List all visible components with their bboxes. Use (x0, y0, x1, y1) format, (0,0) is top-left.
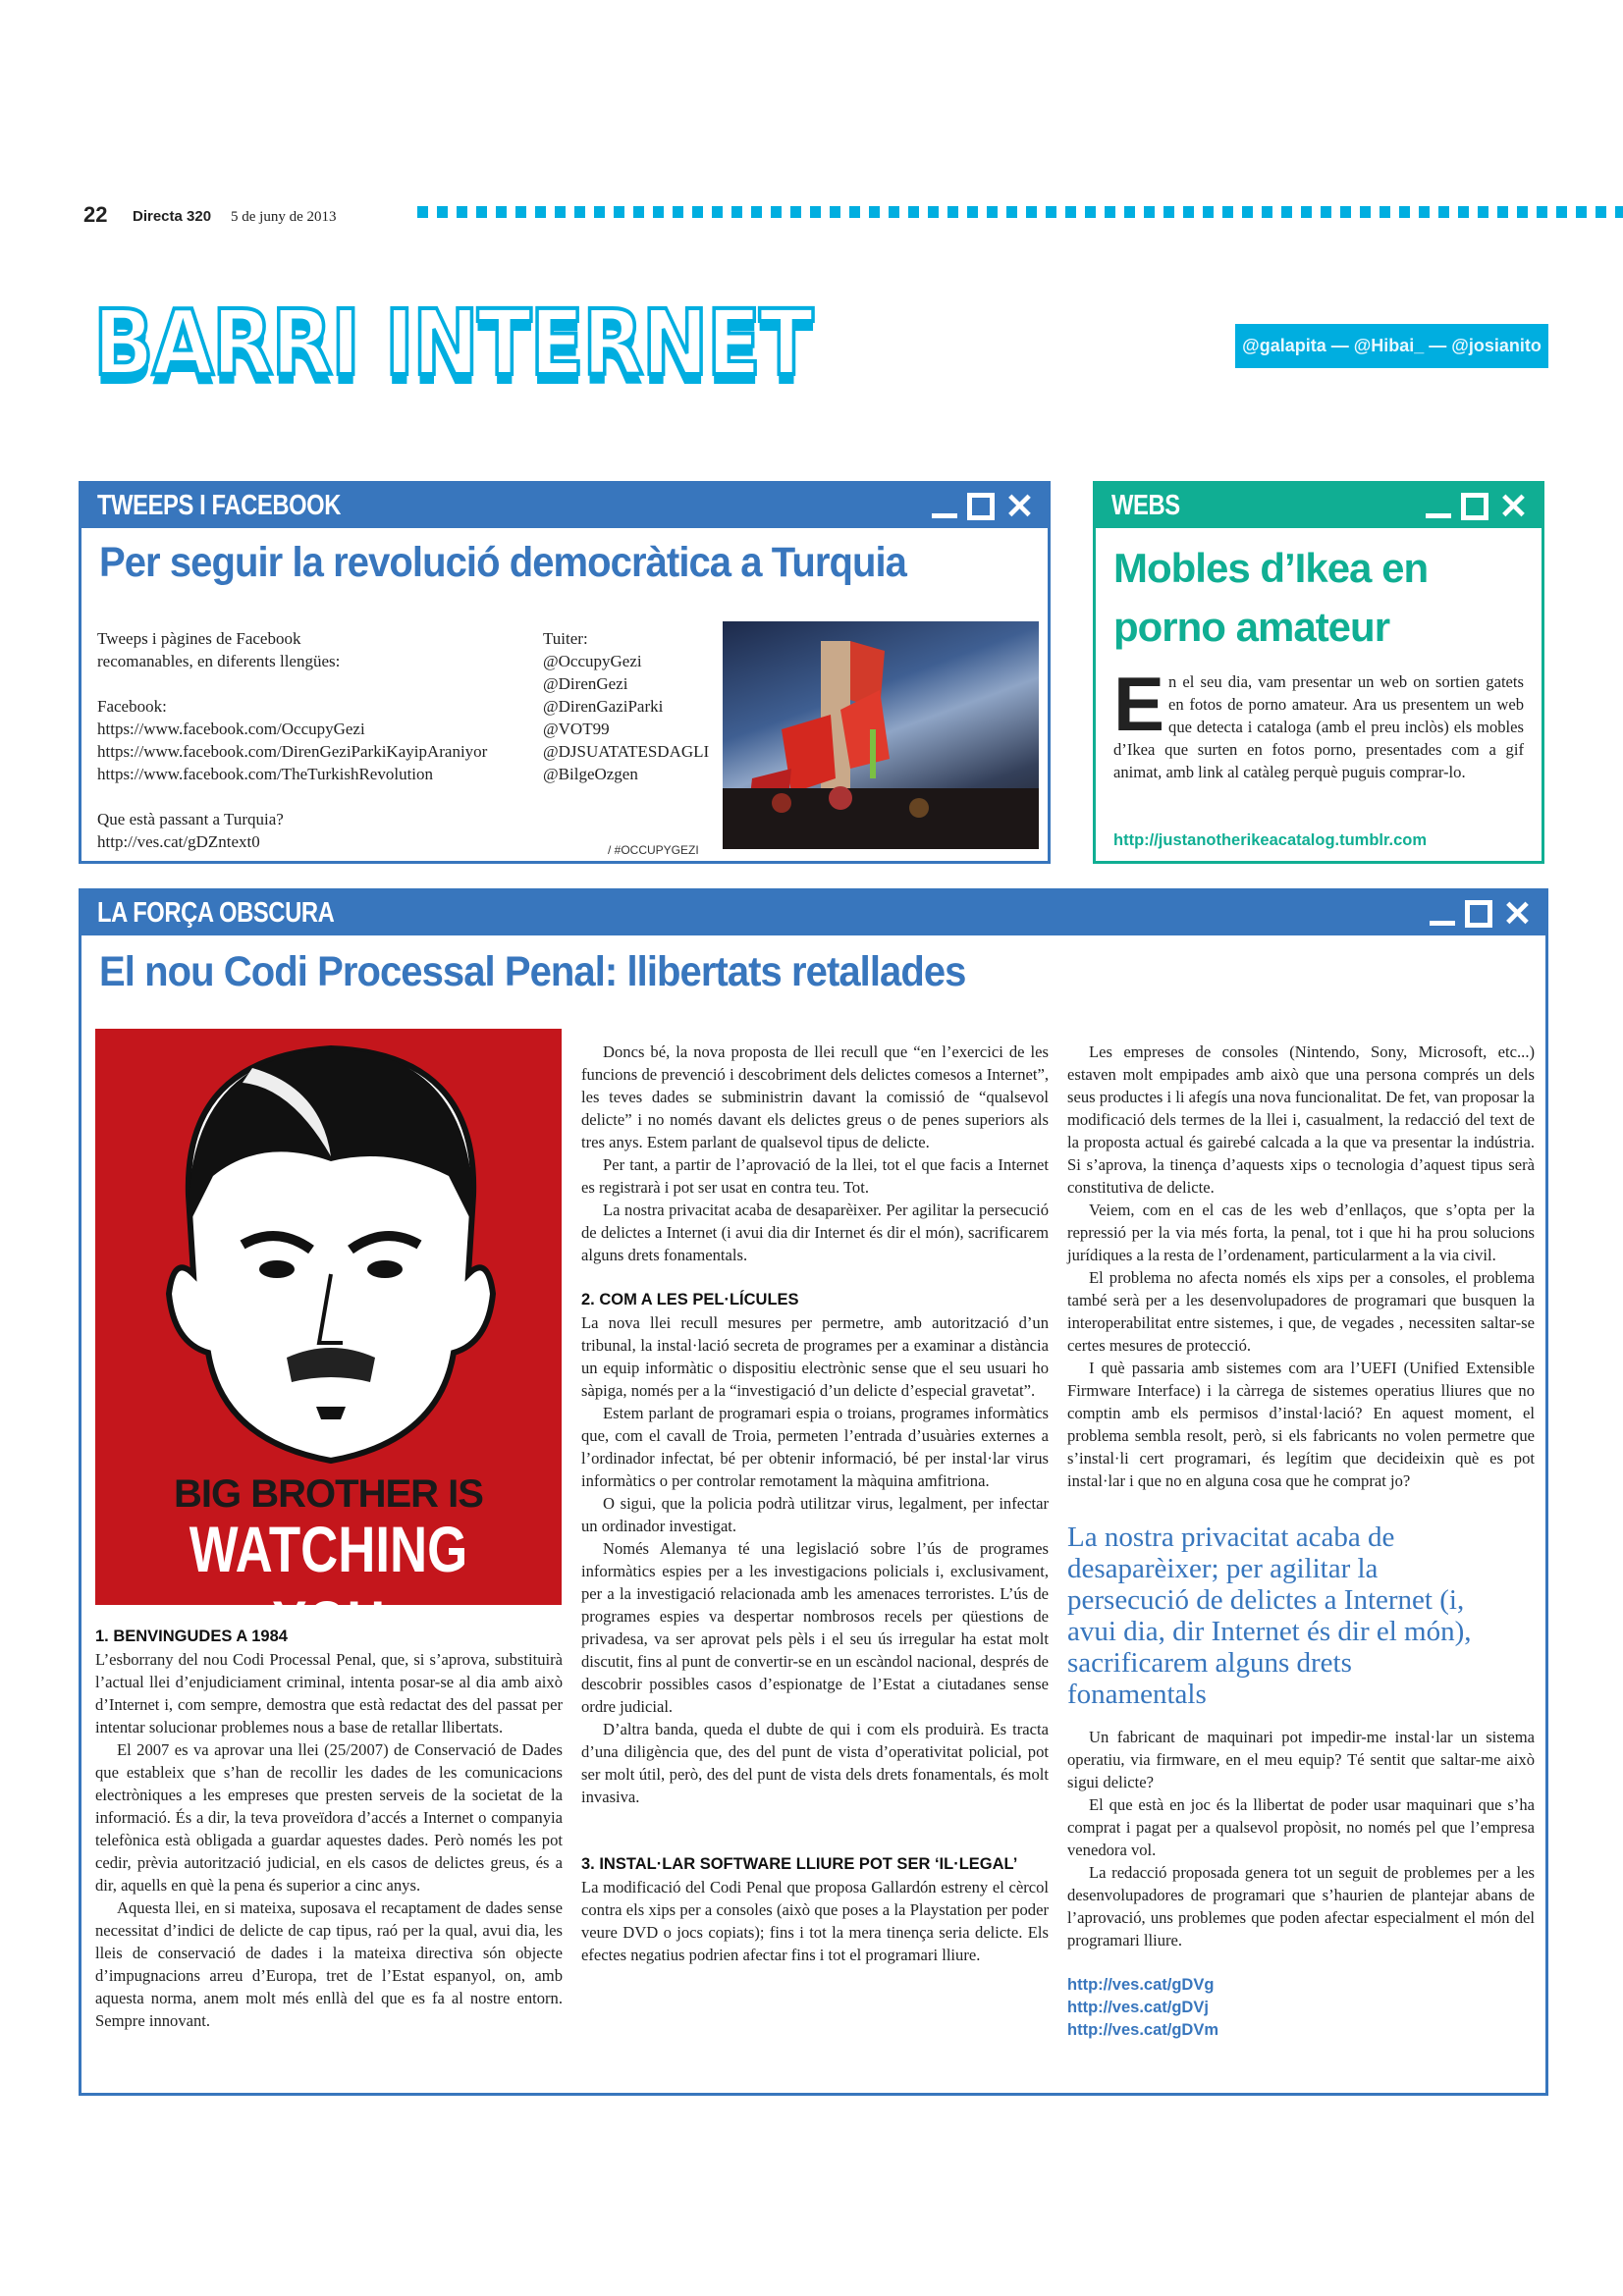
paragraph: El que està en joc és la llibertat de poder usar maquinari que s’ha comprat i pagat per a qualsevol propòsit, no només pel que l’empresa venedora vol. (1067, 1795, 1535, 1859)
headline-line: Mobles d’Ikea en (1113, 545, 1429, 591)
paragraph: La redacció proposada genera tot un seguit de problemes per a les desenvolupadores de programari que s’haurien de plantejar abans de l’aprovació, uns problemes que poden afectar especialment el món del programari lliure. (1067, 1863, 1535, 1949)
window-titlebar (81, 891, 1545, 935)
column-2 (581, 1041, 1049, 1966)
facebook-label: Facebook: (97, 697, 167, 716)
pull-quote: La nostra privacitat acaba de desaparèixer; per agilitar la persecució de delictes a Internet (i, avui dia, dir Internet és dir el món), sacrificarem alguns drets fonamentals (1067, 1522, 1472, 1710)
twitter-list (543, 627, 709, 785)
twitter-handle[interactable]: @OccupyGezi (543, 652, 642, 670)
twitter-label: Tuiter: (543, 629, 588, 648)
paragraph: Estem parlant de programari espia o troians, programes informàtics que, com el cavall de Troia, permeten l’entrada d’usuàries externes a l’ordinador infectat, bé per obtenir informació, bé per instal·lar virus informàtics o per controlar remotament la màquina amfitriona. (581, 1404, 1049, 1490)
close-icon: ✕ (1502, 892, 1532, 934)
paragraph: D’altra banda, queda el dubte de qui i com els produirà. Es tracta d’una diligència que, des del punt de vista d’operativitat policial, pot ser molt útil, però, des del punt de vista dels drets fonamentals, és molt invasiva. (581, 1720, 1049, 1806)
paragraph: El 2007 es va aprovar una llei (25/2007) de Conservació de Dades que estableix que s’han de recollir les dades de les comunicacions electròniques a les empreses que presten serveis de la societat de la informació. És a dir, la teva proveïdora d’accés a Internet o companyia telefònica està obligada a guardar aquestes dades. Però només les pot cedir, prèvia autorització judicial, en els casos de delictes greus, és a dir, aquells en què la pena és superior a cinc anys. (95, 1740, 563, 1895)
window-tab-label: TWEEPS I FACEBOOK (97, 490, 342, 521)
headline (1113, 539, 1428, 657)
issue-date: 5 de juny de 2013 (231, 209, 337, 225)
page-number: 22 (83, 202, 108, 227)
article-window (79, 888, 1548, 2096)
close-icon: ✕ (1498, 485, 1528, 526)
poster-line-1: BIG BROTHER IS (174, 1472, 483, 1516)
webs-body (1113, 661, 1524, 783)
headline-line: porno amateur (1113, 604, 1390, 650)
article-headline: El nou Codi Processal Penal: llibertats retallades (99, 948, 966, 995)
publication-name: Directa 320 (133, 208, 212, 225)
webs-window (1093, 481, 1544, 864)
protest-flags-illustration (723, 621, 1039, 849)
twitter-handle[interactable]: @BilgeOzgen (543, 765, 638, 783)
reference-link[interactable]: http://ves.cat/gDVm (1067, 2021, 1219, 2039)
photo-credit: / #OCCUPYGEZI (608, 843, 699, 857)
question-link[interactable]: http://ves.cat/gDZntext0 (97, 832, 260, 851)
maximize-icon (1465, 900, 1492, 928)
minimize-icon (1426, 513, 1451, 518)
protest-photo (723, 621, 1039, 849)
intro-line: recomanables, en diferents llengües: (97, 652, 341, 670)
paragraph: Aquesta llei, en si mateixa, suposava el recaptament de dades sense necessitat d’indici de delicte de cap tipus, raó per la qual, avui dia, les lleis de conservació de dades i la mateixa directiva són objecte d’impugnacions arreu d’Europa, tret de l’Estat espanyol, on, amb aquesta norma, anem molt més enllà del que es fa al nostre entorn. Sempre innovant. (95, 1898, 563, 2030)
paragraph: Un fabricant de maquinari pot impedir-me instal·lar un sistema operatiu, via firmware, en el meu equip? Té sentit que saltar-me això sigui delicte? (1067, 1728, 1535, 1791)
twitter-handle[interactable]: @DirenGezi (543, 674, 628, 693)
reference-link[interactable]: http://ves.cat/gDVg (1067, 1976, 1215, 1994)
paragraph: La modificació del Codi Penal que proposa Gallardón estreny el cèrcol contra els xips per a consoles (això que poses a la Playstation per poder veure DVD o jocs copiats); fins i tot la mera tinença seria delicte. Els efectes negatius podrien afectar fins i tot el programari lliure. (581, 1878, 1049, 1964)
paragraph: Per tant, a partir de l’aprovació de la llei, tot el que facis a Internet es registrarà i pot ser usat en contra teu. Tot. (581, 1155, 1049, 1197)
paragraph: L’esborrany del nou Codi Processal Penal, que, si s’aprova, substituirà l’actual llei d’enjudiciament criminal, intenta posar-se al dia amb això d’Internet i, com sempre, demostra que està redactat des del passat per intentar solucionar problemes nous a base de retallar llibertats. (95, 1650, 563, 1736)
window-titlebar (81, 484, 1048, 528)
close-icon: ✕ (1004, 485, 1034, 526)
webs-body-text: n el seu dia, vam presentar un web on sortien gatets en fotos de porno amateur. Ara us presentem un web que detecta i cataloga (amb el preu inclòs) els mobles d’Ikea que surten en fotos porno, presentades com a gif animat, amb link al catàleg perquè puguis comprar-lo. (1113, 672, 1524, 781)
paragraph: O sigui, que la policia podrà utilitzar virus, legalment, per infectar un ordinador investigat. (581, 1494, 1049, 1535)
paragraph: El problema no afecta només els xips per a consoles, el problema també serà per a les desenvolupadores de programari que busquen la interoperabilitat entre sistemes, i que, de vegades , necessiten saltar-se certes mesures de protecció. (1067, 1268, 1535, 1355)
big-brother-face-illustration (95, 1029, 562, 1470)
subheading: 2. COM A LES PEL·LÍCULES (581, 1291, 799, 1308)
paragraph: Només Alemanya té una legislació sobre l’ús de programes informàtics espies per a les investigacions policials i, exclusivament, per a la investigació relacionada amb les amenaces terroristes. L’ús de programes espies va despertar nombrosos recels per qüestions de privadesa, va ser aprovat pels pèls i el seu ús irregular ha estat molt discutit, fins al punt de convertir-se en un escàndol nacional, després de descobrir possibles casos d’espionatge de l’Estat a ciutadanes sense ordre judicial. (581, 1539, 1049, 1716)
minimize-icon (932, 513, 957, 518)
twitter-handle[interactable]: @DJSUATATESDAGLI (543, 742, 710, 761)
maximize-icon (967, 493, 995, 520)
facebook-list (97, 627, 549, 853)
question-text: Que està passant a Turquia? (97, 810, 284, 828)
tweeps-window (79, 481, 1051, 864)
author-handles: @galapita — @Hibai_ — @josianito (1235, 324, 1548, 368)
paragraph: Veiem, com en el cas de les web d’enllaços, que s’opta per la repressió per la via més forta, la penal, tot i que hi ha prou solucions jurídiques a la resta de l’ordenament, particularment a la via civil. (1067, 1201, 1535, 1264)
section-title: BARRI INTERNET (93, 291, 812, 396)
subheading: 3. INSTAL·LAR SOFTWARE LLIURE POT SER ‘IL·LEGAL’ (581, 1855, 1018, 1873)
window-titlebar (1096, 484, 1542, 528)
facebook-link[interactable]: https://www.facebook.com/DirenGeziParkiKayipAraniyor (97, 742, 488, 761)
window-tab-label: LA FORÇA OBSCURA (97, 897, 335, 929)
headline: Per seguir la revolució democràtica a Turquia (99, 539, 906, 586)
subheading: 1. BENVINGUDES A 1984 (95, 1628, 288, 1645)
paragraph: La nostra privacitat acaba de desaparèixer. Per agilitar la persecució de delictes a Internet (i avui dia dir Internet és dir el món), sacrificarem alguns drets fonamentals. (581, 1201, 1049, 1264)
dropcap: E (1113, 661, 1165, 747)
webs-link[interactable]: http://justanotherikeacatalog.tumblr.com (1113, 831, 1428, 849)
paragraph: I què passaria amb sistemes com ara l’UEFI (Unified Extensible Firmware Interface) i la càrrega de sistemes operatius lliures que no comptin amb els permisos d’instal·lació? En aquest moment, el problema sembla resolt, però, si els fabricants no volen permetre que s’instal·li cert programari, és legítim que decideixin què es pot instal·lar i que no en alguna cosa que he comprat jo? (1067, 1359, 1535, 1490)
minimize-icon (1430, 921, 1455, 926)
column-1 (95, 1626, 563, 2032)
paragraph: La nova llei recull mesures per permetre, amb autorització d’un tribunal, la instal·lació secreta de programes per a examinar a distància un equip informàtic o dispositiu electrònic sense que el seu usuari ho sàpiga, només per a la “investigació d’un delicte d’especial gravetat”. (581, 1313, 1049, 1400)
twitter-handle[interactable]: @DirenGaziParki (543, 697, 664, 716)
paragraph: Doncs bé, la nova proposta de llei recull que “en l’exercici de les funcions de prevenció i descobriment dels delictes comesos a Internet”, les teves dades se subministrin davant la comissió de “qualsevol delicte” i no només davant els delictes greus o de penes superiors als tres anys. Estem parlant de qualsevol tipus de delicte. (581, 1042, 1049, 1151)
facebook-link[interactable]: https://www.facebook.com/TheTurkishRevolution (97, 765, 434, 783)
window-tab-label: WEBS (1111, 490, 1180, 521)
reference-link[interactable]: http://ves.cat/gDVj (1067, 1999, 1209, 2016)
paragraph: Les empreses de consoles (Nintendo, Sony, Microsoft, etc...) estaven molt empipades amb això que una persona comprés un dels seus productes i li afegís una nova funcionalitat. De fet, van proposar la modificació dels termes de la llei i, casualment, la redacció del text de la proposta actual és gairebé calcada a la que va presentar la indústria. Si s’aprova, la tinença d’aquests xips o tecnologia d’aquest tipus serà constitutiva de delicte. (1067, 1042, 1535, 1197)
poster-line-2: WATCHING YOU (189, 1513, 468, 1660)
column-3 (1067, 1041, 1535, 2042)
twitter-handle[interactable]: @VOT99 (543, 720, 610, 738)
intro-line: Tweeps i pàgines de Facebook (97, 629, 301, 648)
maximize-icon (1461, 493, 1488, 520)
facebook-link[interactable]: https://www.facebook.com/OccupyGezi (97, 720, 365, 738)
dotted-rule (417, 206, 1623, 218)
